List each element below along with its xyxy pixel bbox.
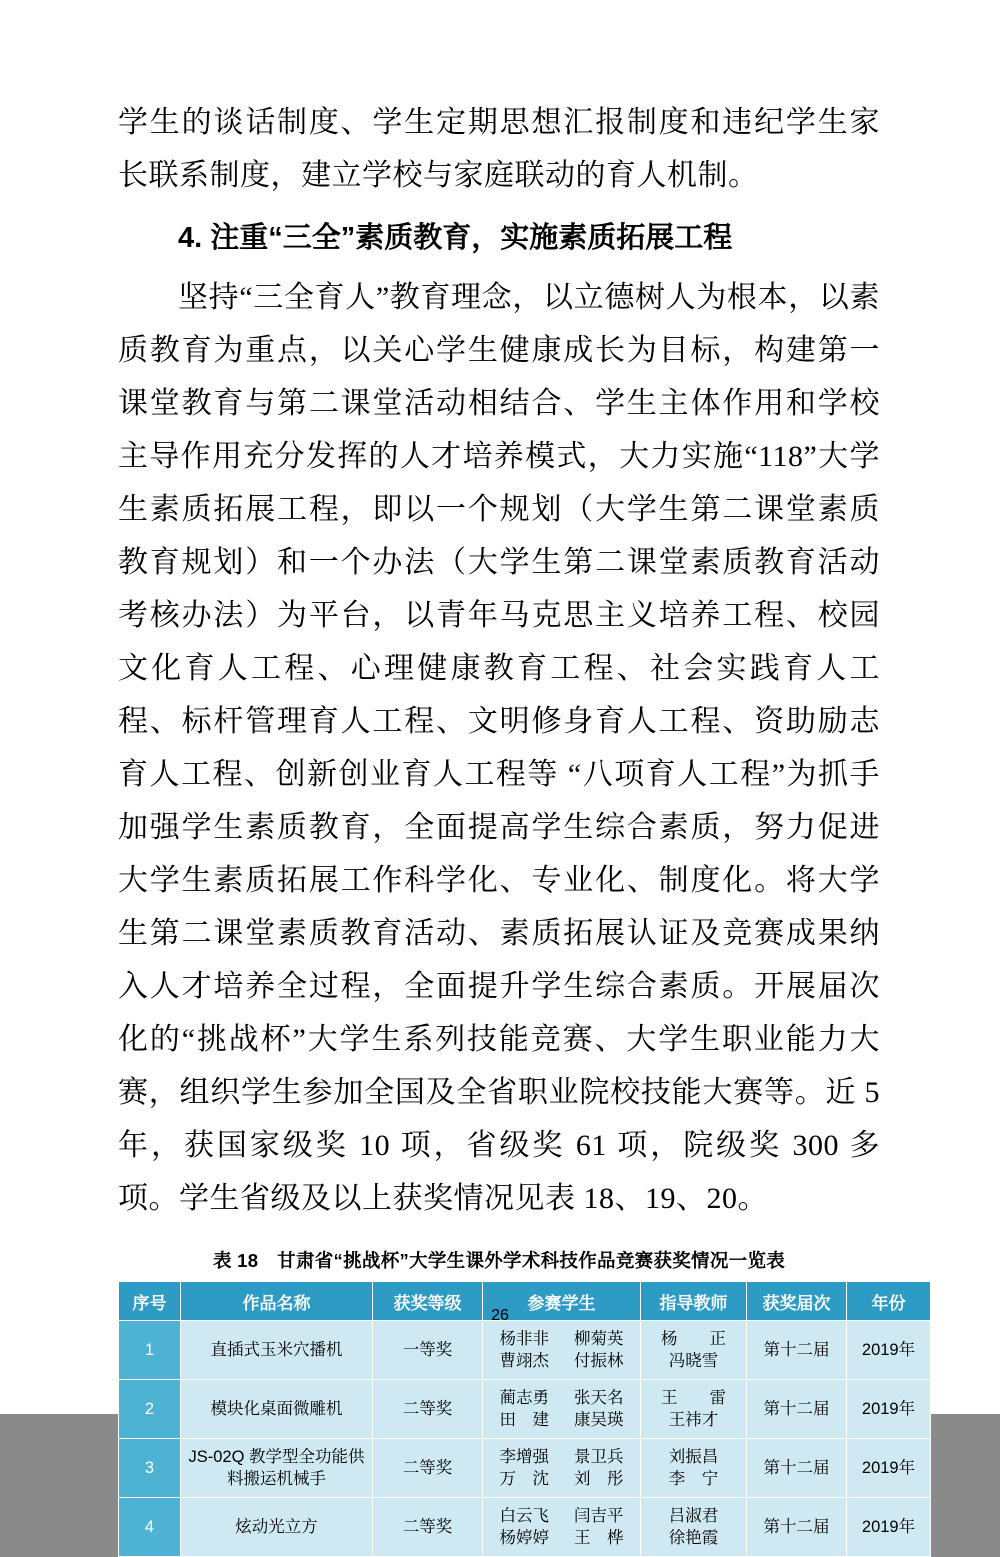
cell-teachers	[641, 1380, 747, 1439]
cell-students	[483, 1498, 641, 1557]
student-name: 刘 彤	[574, 1470, 624, 1488]
table-row	[119, 1498, 931, 1557]
cell-session: 第十二届	[747, 1380, 847, 1439]
student-name: 曹翊杰	[499, 1352, 549, 1370]
section-heading: 4. 注重“三全”素质教育，实施素质拓展工程	[178, 222, 733, 254]
student-name: 张天名	[574, 1389, 624, 1407]
cell-session: 第十二届	[747, 1439, 847, 1498]
cell-index: 1	[119, 1321, 181, 1380]
table-row	[119, 1321, 931, 1380]
column-header-students: 参赛学生	[483, 1282, 641, 1321]
page-number: 26	[491, 1307, 509, 1324]
student-name: 景卫兵	[574, 1448, 624, 1466]
teacher-name: 雷	[709, 1389, 726, 1407]
column-header-year: 年份	[847, 1282, 931, 1321]
student-name: 万 沈	[499, 1470, 549, 1488]
cell-year: 2019年	[847, 1380, 931, 1439]
cell-year: 2019年	[847, 1498, 931, 1557]
teacher-name: 李 宁	[668, 1470, 719, 1488]
student-name: 闫吉平	[574, 1507, 624, 1525]
cell-level: 一等奖	[373, 1321, 483, 1380]
cell-students	[483, 1321, 641, 1380]
student-name: 杨非非	[499, 1330, 549, 1348]
teacher-name: 王祎才	[668, 1411, 719, 1429]
teacher-name: 徐艳霞	[668, 1529, 719, 1547]
cell-name: 炫动光立方	[181, 1498, 373, 1557]
cell-level: 二等奖	[373, 1380, 483, 1439]
table-row	[119, 1380, 931, 1439]
table-caption: 表 18 甘肃省“挑战杯”大学生课外学术科技作品竞赛获奖情况一览表	[212, 1250, 786, 1271]
column-header-name: 作品名称	[181, 1282, 373, 1321]
cell-index: 4	[119, 1498, 181, 1557]
student-name: 王 桦	[574, 1529, 624, 1547]
teacher-name: 王	[661, 1389, 678, 1407]
student-name: 付振林	[574, 1352, 624, 1370]
column-header-index: 序号	[119, 1282, 181, 1321]
column-header-level: 获奖等级	[373, 1282, 483, 1321]
teacher-name: 吕淑君	[668, 1507, 719, 1525]
table-row	[119, 1439, 931, 1498]
teacher-name: 正	[709, 1330, 726, 1348]
cell-students	[483, 1380, 641, 1439]
cell-session: 第十二届	[747, 1321, 847, 1380]
cell-level: 二等奖	[373, 1439, 483, 1498]
cell-session: 第十二届	[747, 1498, 847, 1557]
cell-name: 模块化桌面微雕机	[181, 1380, 373, 1439]
cell-index: 2	[119, 1380, 181, 1439]
cell-students	[483, 1439, 641, 1498]
cell-teachers	[641, 1321, 747, 1380]
page-content	[118, 96, 916, 1557]
teacher-name: 冯晓雪	[668, 1352, 719, 1370]
cell-name: 直插式玉米穴播机	[181, 1321, 373, 1380]
paragraph-continuation: 学生的谈话制度、学生定期思想汇报制度和违纪学生家长联系制度，建立学校与家庭联动的育人机制。	[118, 106, 880, 192]
teacher-name: 杨	[661, 1330, 678, 1348]
student-name: 杨婷婷	[499, 1529, 549, 1547]
cell-year: 2019年	[847, 1321, 931, 1380]
cell-teachers	[641, 1439, 747, 1498]
student-name: 李增强	[499, 1448, 549, 1466]
student-name: 蔺志勇	[499, 1389, 549, 1407]
student-name: 康吴瑛	[574, 1411, 624, 1429]
section-body-paragraph: 坚持“三全育人”教育理念，以立德树人为根本，以素质教育为重点，以关心学生健康成长为目标，构建第一课堂教育与第二课堂活动相结合、学生主体作用和学校主导作用充分发挥的人才培养模式，大力实施“118”大学生素质拓展工程，即以一个规划（大学生第二课堂素质教育规划）和一个办法（大学生第二课堂素质教育活动考核办法）为平台，以青年马克思主义培养工程、校园文化育人工程、心理健康教育工程、社会实践育人工程、标杆管理育人工程、文明修身育人工程、资助励志育人工程、创新创业育人工程等 “八项育人工程”为抓手加强学生素质教育，全面提高学生综合素质，努力促进大学生素质拓展工作科学化、专业化、制度化。将大学生第二课堂素质教育活动、素质拓展认证及竞赛成果纳入人才培养全过程，全面提升学生综合素质。开展届次化的“挑战杯”大学生系列技能竞赛、大学生职业能力大赛，组织学生参加全国及全省职业院校技能大赛等。近 5 年，获国家级奖 10 项，省级奖 61 项，院级奖 300 多项。学生省级及以上获奖情况见表 18、19、20。	[118, 281, 880, 1215]
column-header-teachers: 指导教师	[641, 1282, 747, 1321]
student-name: 白云飞	[499, 1507, 549, 1525]
student-name: 田 建	[499, 1411, 549, 1429]
teacher-name: 刘振昌	[668, 1448, 719, 1466]
cell-teachers	[641, 1498, 747, 1557]
student-name: 柳菊英	[574, 1330, 624, 1348]
cell-index: 3	[119, 1439, 181, 1498]
cell-name: JS-02Q 教学型全功能供料搬运机械手	[181, 1439, 373, 1498]
cell-level: 二等奖	[373, 1498, 483, 1557]
column-header-session: 获奖届次	[747, 1282, 847, 1321]
cell-year: 2019年	[847, 1439, 931, 1498]
